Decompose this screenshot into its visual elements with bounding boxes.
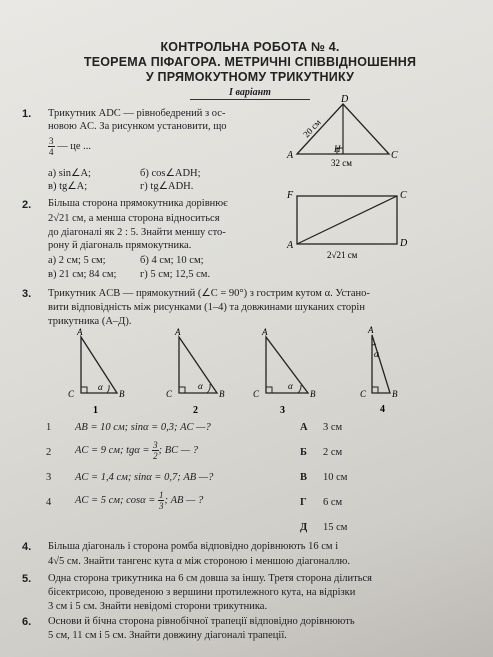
match-row-3-number: 3 [46,472,52,483]
task-6-text-1: Основи й бічна сторона рівнобічної трапеції відповідно дорівнюють [48,616,355,627]
task-2-figure [285,186,415,264]
task-3-figure-3 [250,327,325,417]
task-1-vertex-A: A [287,150,294,161]
task-1-text-1: Трикутник ADC — рівнобедрений з ос- [48,108,226,119]
task-4-number: 4. [22,541,32,553]
answer-value-4: 6 см [323,497,343,508]
answer-value-1: 3 см [323,422,343,433]
task-2-text-1: Більша сторона прямокутника дорівнює [48,198,228,209]
svg-text:α: α [374,349,379,359]
answer-value-3: 10 см [323,472,348,483]
task-1-vertex-H: H [334,144,341,154]
task-2-number: 2. [22,199,32,211]
figure-3-number: 3 [280,405,285,416]
task-1-text-3: $\frac{3}{4}$ — це ... [49,136,92,157]
task-6-number: 6. [22,616,32,628]
title-line-1: КОНТРОЛЬНА РОБОТА № 4. [160,40,340,54]
answer-letter-3: В [300,472,308,483]
title-line-2: ТЕОРЕМА ПІФАГОРА. МЕТРИЧНІ СПІВВІДНОШЕННЯ [83,55,417,69]
task-3-figure-1 [65,327,135,417]
svg-text:A: A [262,327,268,337]
answer-letter-5: Д [300,522,308,533]
svg-text:A: A [77,327,83,337]
task-2-text-4: рону й діагональ прямокутника. [48,240,192,251]
task-6-text-2: 5 см, 11 см і 5 см. Знайти довжину діагоналі трапеції. [48,630,287,641]
task-1-option-c: в) tg∠A; [48,181,88,192]
match-row-4-condition: AC = 5 см; cosα = $\frac{1}{3}$ ; AB — ? [75,490,204,511]
figure-1-number: 1 [93,405,98,416]
task-3-text-2: вити відповідність між рисунками (1–4) та довжинами шуканих сторін [48,302,365,313]
svg-text:B: B [219,389,225,399]
task-1-figure [285,92,405,172]
match-row-2-number: 2 [46,447,52,458]
svg-text:C: C [68,389,75,399]
match-row-4-number: 4 [46,497,52,508]
task-3-text-1: Трикутник ACB — прямокутний (∠C = 90°) з гострим кутом α. Устано- [48,288,370,299]
task-2-vertex-C: C [400,190,407,201]
task-1-option-a: а) sin∠A; [48,168,91,179]
task-1-option-d: г) tg∠ADH. [140,181,194,192]
svg-text:C: C [166,389,173,399]
task-2-option-c: в) 21 см; 84 см; [48,269,117,280]
match-row-1-number: 1 [46,422,52,433]
task-2-option-b: б) 4 см; 10 см; [140,255,204,266]
task-2-vertex-D: D [400,238,408,249]
task-5-text-2: бісектрисою, проведеною з вершини протилежного кута, на відрізки [48,587,356,598]
task-2-vertex-F: F [287,190,294,201]
task-1-text-2: новою AC. За рисунком установити, що [48,121,227,132]
task-3-figure-2 [165,327,235,417]
answer-value-2: 2 см [323,447,343,458]
task-1-option-b: б) cos∠ADH; [140,168,201,179]
variant-label: І варіант [190,87,310,100]
svg-text:B: B [392,389,398,399]
task-1-vertex-D: D [341,94,349,105]
svg-text:α: α [98,382,103,392]
task-1-vertex-C: C [391,150,398,161]
svg-text:C: C [253,389,260,399]
task-5-text-3: 3 см і 5 см. Знайти невідомі сторони трикутника. [48,601,268,612]
svg-text:A: A [175,327,181,337]
title-line-3: У ПРЯМОКУТНОМУ ТРИКУТНИКУ [145,70,355,84]
task-4-text-2: 4√5 см. Знайти тангенс кута α між стороною і меншою діагоналлю. [48,556,350,567]
task-2-side-label: 2√21 см [327,250,358,260]
answer-letter-2: Б [300,447,307,458]
svg-text:A: A [368,325,374,335]
task-3-text-3: трикутника (А–Д). [48,316,132,327]
task-4-text-1: Більша діагональ і сторона ромба відповідно дорівнюють 16 см і [48,541,339,552]
svg-text:B: B [119,389,125,399]
task-1-fraction: $\frac{3}{4}$ [49,136,54,157]
task-1-number: 1. [22,108,32,120]
answer-letter-4: Г [300,497,307,508]
task-1-side-label: 20 см [301,117,323,140]
task-2-option-a: а) 2 см; 5 см; [48,255,106,266]
figure-2-number: 2 [193,405,198,416]
answer-letter-1: А [300,422,308,433]
task-2-text-2: 2√21 см, а менша сторона відноситься [48,213,220,224]
task-2-vertex-A: A [287,240,294,251]
svg-text:B: B [310,389,316,399]
match-row-1-condition: AB = 10 см; sinα = 0,3; AC —? [75,422,211,433]
match-row-3-condition: AC = 1,4 см; sinα = 0,7; AB —? [75,472,214,483]
task-2-option-d: г) 5 см; 12,5 см. [140,269,211,280]
task-1-base-label: 32 см [331,158,352,168]
task-3-figure-4 [350,323,420,413]
match-row-2-condition: AC = 9 см; tgα = $\frac{3}{2}$ ; BC — ? [75,440,198,461]
answer-value-5: 15 см [323,522,348,533]
svg-text:α: α [288,381,293,391]
svg-text:C: C [360,389,367,399]
task-2-text-3: до діагоналі як 2 : 5. Знайти меншу сто- [48,227,226,238]
task-5-number: 5. [22,573,32,585]
task-5-text-1: Одна сторона трикутника на 6 см довша за іншу. Третя сторона ділиться [48,573,373,584]
figure-4-number: 4 [380,404,385,413]
task-3-number: 3. [22,288,32,300]
svg-text:α: α [198,381,203,391]
